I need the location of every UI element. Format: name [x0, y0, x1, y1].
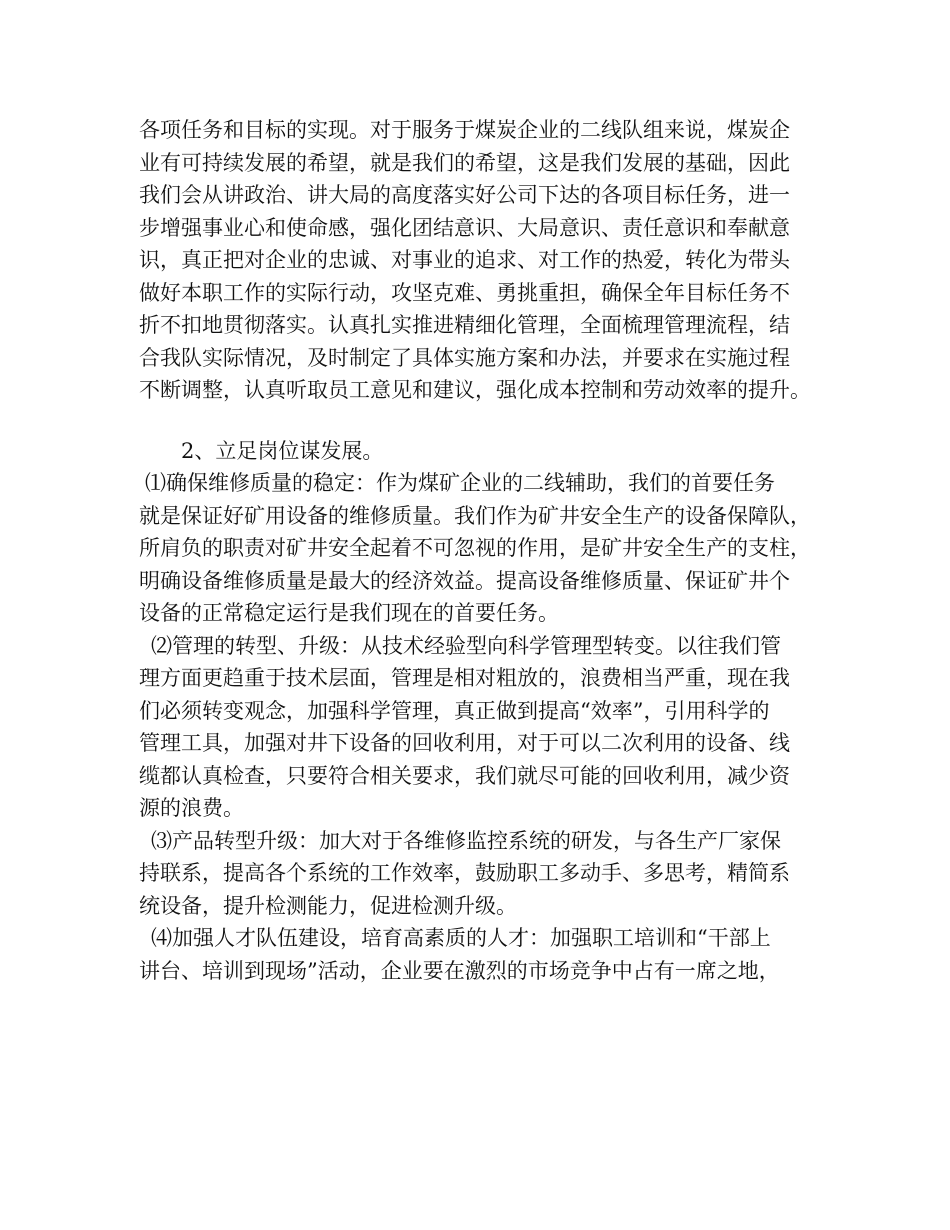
text-line: ⑷加强人才队伍建设，培育高素质的人才：加强职工培训和“干部上 — [151, 926, 771, 950]
text-line: 折不扣地贯彻落实。认真扎实推进精细化管理，全面梳理管理流程，结 — [139, 313, 790, 337]
text-line: 合我队实际情况，及时制定了具体实施方案和办法，并要求在实施过程 — [139, 345, 790, 370]
text-line: 不断调整，认真听取员工意见和建议，强化成本控制和劳动效率的提升。 — [139, 378, 811, 402]
text-line: ⑴确保维修质量的稳定：作为煤矿企业的二线辅助，我们的首要任务 — [145, 471, 775, 495]
text-line: 就是保证好矿用设备的维修质量。我们作为矿井安全生产的设备保障队， — [139, 503, 811, 528]
text-line: 业有可持续发展的希望，就是我们的希望，这是我们发展的基础，因此 — [139, 150, 790, 175]
text-line: 们必须转变观念，加强科学管理，真正做到提高“效率”，引用科学的 — [139, 698, 770, 723]
text-line: 管理工具，加强对井下设备的回收利用，对于可以二次利用的设备、线 — [139, 731, 790, 755]
list-item-4 — [139, 922, 839, 987]
text-line: 识，真正把对企业的忠诚、对事业的追求、对工作的热爱，转化为带头 — [139, 248, 790, 272]
text-line: 源的浪费。 — [139, 796, 244, 820]
section-heading: 2、立足岗位谋发展。 — [181, 438, 384, 463]
text-line: ⑵管理的转型、升级：从技术经验型向科学管理型转变。以往我们管 — [151, 633, 781, 658]
text-line: 各项任务和目标的实现。对于服务于煤炭企业的二线队组来说，煤炭企 — [139, 118, 790, 142]
text-line: 讲台、培训到现场”活动，企业要在激烈的市场竞争中占有一席之地， — [139, 958, 780, 983]
text-line: 我们会从讲政治、讲大局的高度落实好公司下达的各项目标任务，进一 — [139, 183, 790, 207]
text-line: ⑶产品转型升级：加大对于各维修监控系统的研发，与各生产厂家保 — [151, 828, 781, 853]
text-line: 明确设备维修质量是最大的经济效益。提高设备维修质量、保证矿井个 — [139, 568, 790, 593]
text-line: 持联系，提高各个系统的工作效率，鼓励职工多动手、多思考，精简系 — [139, 861, 790, 885]
document-body — [139, 114, 839, 987]
list-item-2 — [139, 630, 839, 825]
text-line: 缆都认真检查，只要符合相关要求，我们就尽可能的回收利用，减少资 — [139, 763, 790, 788]
text-line: 理方面更趋重于技术层面，管理是相对粗放的，浪费相当严重，现在我 — [139, 666, 790, 690]
text-line: 步增强事业心和使命感，强化团结意识、大局意识、责任意识和奉献意 — [139, 215, 790, 240]
list-item-1 — [139, 467, 839, 630]
text-line: 设备的正常稳定运行是我们现在的首要任务。 — [139, 601, 559, 625]
paragraph-spacer — [139, 407, 839, 435]
text-line: 统设备，提升检测能力，促进检测升级。 — [139, 893, 517, 918]
list-item-3 — [139, 825, 839, 923]
text-line: 所肩负的职责对矿井安全起着不可忽视的作用，是矿井安全生产的支柱， — [139, 536, 811, 560]
text-line: 做好本职工作的实际行动，攻坚克难、勇挑重担，确保全年目标任务不 — [139, 280, 790, 305]
paragraph-1 — [139, 114, 839, 407]
